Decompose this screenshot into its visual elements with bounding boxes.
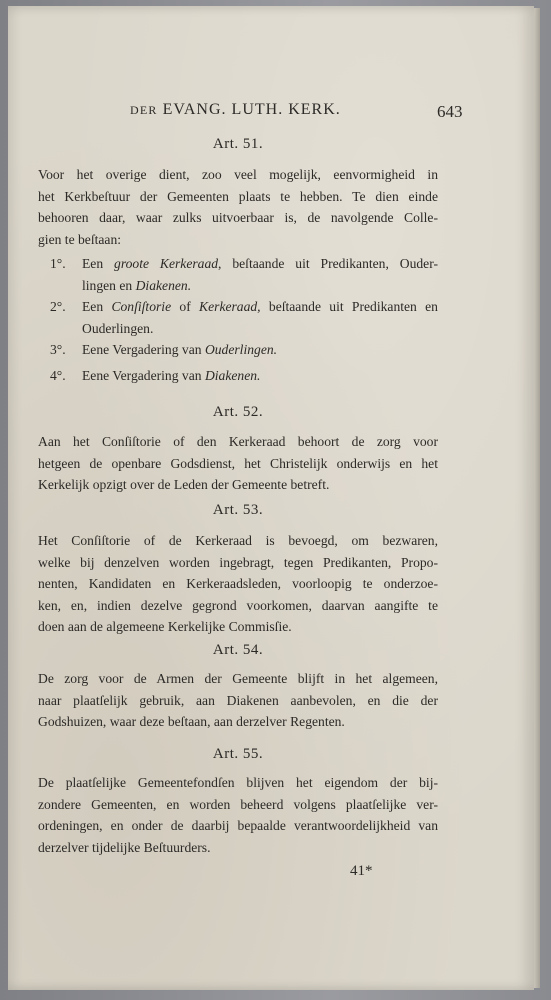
paragraph-line: Kerkelijk opzigt over de Leden der Gemeente betreft. bbox=[38, 477, 330, 492]
paragraph-line: nenten, Kandidaten en Kerkeraadsleden, voorloopig te onderzoe- bbox=[38, 576, 438, 591]
running-head bbox=[130, 101, 430, 119]
list-item-number: 1°. bbox=[50, 256, 66, 271]
list-item-number: 4°. bbox=[50, 368, 66, 383]
article-paragraph bbox=[38, 668, 438, 733]
paragraph-line: naar plaatſelijk gebruik, aan Diakenen aanbevolen, en die der bbox=[38, 692, 438, 708]
article-paragraph bbox=[38, 772, 438, 858]
paragraph-line: Voor het overige dient, zoo veel mogelijk, eenvormigheid in bbox=[38, 167, 438, 182]
paragraph-line: doen aan de algemeene Kerkelijke Commisſie. bbox=[38, 619, 292, 634]
list-item-number: 2°. bbox=[50, 299, 66, 314]
list-item-line: Een Conſiſtorie of Kerkeraad, beſtaande uit Predikanten en bbox=[82, 299, 438, 314]
page-number: 643 bbox=[437, 102, 463, 121]
signature-mark: 41* bbox=[350, 863, 373, 879]
book-page bbox=[8, 6, 534, 990]
running-head-prefix: DER bbox=[130, 103, 158, 117]
paragraph-line: De plaatſelijke Gemeentefondſen blijven het eigendom der bij- bbox=[38, 775, 438, 790]
paragraph-line: Het Conſiſtorie of de Kerkeraad is bevoegd, om bezwaren, bbox=[38, 533, 438, 548]
paragraph-line: Godshuizen, waar deze beſtaan, aan derzelver Regenten. bbox=[38, 714, 345, 729]
article-title: Art. 55. bbox=[212, 746, 264, 762]
paragraph-line: zondere Gemeenten, en worden beheerd volgens plaatſelijke ver- bbox=[38, 796, 438, 812]
paragraph-line: ken, en, indien dezelve gegrond voorkomen, daarvan aangifte te bbox=[38, 597, 438, 613]
paragraph-line: De zorg voor de Armen der Gemeente blijft in het algemeen, bbox=[38, 671, 438, 686]
list-item-line: lingen en Diakenen. bbox=[82, 277, 192, 293]
article-title: Art. 51. bbox=[212, 136, 264, 152]
list-item-line: Een groote Kerkeraad, beſtaande uit Predikanten, Ouder- bbox=[82, 256, 438, 271]
paragraph-line: welke bij denzelven worden ingebragt, tegen Predikanten, Propo- bbox=[38, 554, 438, 570]
paragraph-line: derzelver tijdelijke Beſtuurders. bbox=[38, 839, 211, 855]
article-paragraph bbox=[38, 431, 438, 496]
list-item-line: Eene Vergadering van Diakenen. bbox=[82, 368, 261, 383]
article-paragraph bbox=[38, 164, 438, 250]
paragraph-line: hetgeen de openbare Godsdienst, het Christelijk onderwijs en het bbox=[38, 455, 438, 471]
running-head-title: EVANG. LUTH. KERK. bbox=[162, 101, 341, 118]
article-title: Art. 53. bbox=[212, 502, 264, 518]
list-item-line: Eene Vergadering van Ouderlingen. bbox=[82, 342, 278, 357]
paragraph-line: het Kerkbeſtuur der Gemeenten plaats te hebben. Te dien einde bbox=[38, 188, 438, 204]
paragraph-line: Aan het Conſiſtorie of den Kerkeraad behoort de zorg voor bbox=[38, 434, 438, 449]
paragraph-line: ordeningen, en onder de daarbij bepaalde verantwoordelijkheid van bbox=[38, 818, 438, 833]
list-item-line: Ouderlingen. bbox=[82, 320, 154, 336]
page-edge bbox=[534, 8, 540, 988]
list-item-number: 3°. bbox=[50, 342, 66, 357]
paragraph-line: behooren daar, waar zulks uitvoerbaar is, de navolgende Colle- bbox=[38, 210, 438, 225]
article-paragraph bbox=[38, 530, 438, 638]
article-title: Art. 52. bbox=[212, 404, 264, 420]
article-title: Art. 54. bbox=[212, 642, 264, 658]
paragraph-line: gien te beſtaan: bbox=[38, 231, 122, 247]
